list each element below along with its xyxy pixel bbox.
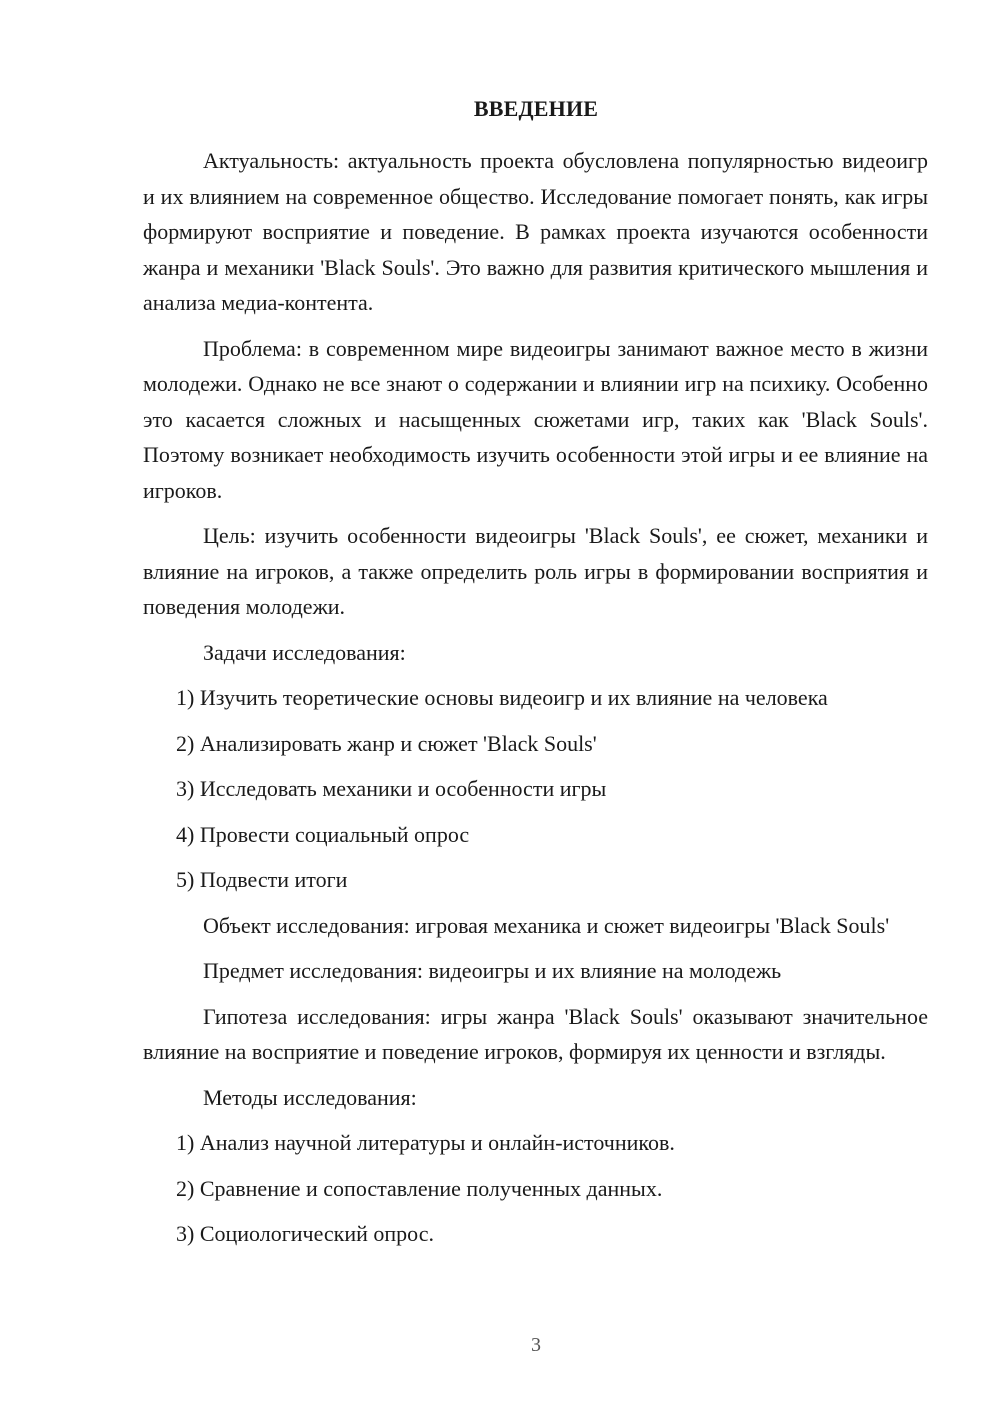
subject-paragraph: Предмет исследования: видеоигры и их влияние на молодежь [203,958,782,983]
list-item: 5) Подвести итоги [176,867,348,892]
list-item: 1) Изучить теоретические основы видеоигр и их влияние на человека [176,685,828,710]
hypothesis-paragraph: Гипотеза исследования: игры жанра 'Black Souls' оказывают значительное влияние на восприятие и поведение игроков, формируя их ценности и взгляды. [143,1003,928,1064]
list-item: 1) Анализ научной литературы и онлайн-источников. [176,1130,675,1155]
list-item: 2) Анализировать жанр и сюжет 'Black Souls' [176,730,597,756]
goal-paragraph: Цель: изучить особенности видеоигры 'Black Souls', ее сюжет, механики и влияние на игроков, а также определить роль игры в формировании восприятия и поведения молодежи. [143,523,928,619]
methods-heading: Методы исследования: [203,1084,417,1110]
problem-paragraph: Проблема: в современном мире видеоигры занимают важное место в жизни молодежи. Однако не все знают о содержании и влиянии игр на психику. Особенно это касается сложных и насыщенных сюжетами игр, таких как 'Black Souls'. Поэтому возникает необходимость изучить особенности этой игры и ее влияние на игроков. [143,335,928,503]
relevance-paragraph: Актуальность: актуальность проекта обусловлена популярностью видеоигр и их влиянием на современное общество. Исследование помогает понять, как игры формируют восприятие и поведение. В рамках проекта изучаются особенности жанра и механики 'Black Souls'. Это важно для развития критического мышления и анализа медиа-контента. [143,148,928,315]
list-item: 3) Исследовать механики и особенности игры [176,776,607,801]
tasks-heading: Задачи исследования: [203,639,406,665]
object-paragraph: Объект исследования: игровая механика и сюжет видеоигры 'Black Souls' [203,912,890,938]
document-body [143,143,928,1262]
list-item: 2) Сравнение и сопоставление полученных данных. [176,1175,663,1201]
list-item: 3) Социологический опрос. [176,1221,434,1246]
list-item: 4) Провести социальный опрос [176,821,470,847]
methods-list [143,1125,928,1252]
section-heading: ВВЕДЕНИЕ [473,96,599,121]
page-number: 3 [531,1334,541,1356]
tasks-list [143,680,928,898]
